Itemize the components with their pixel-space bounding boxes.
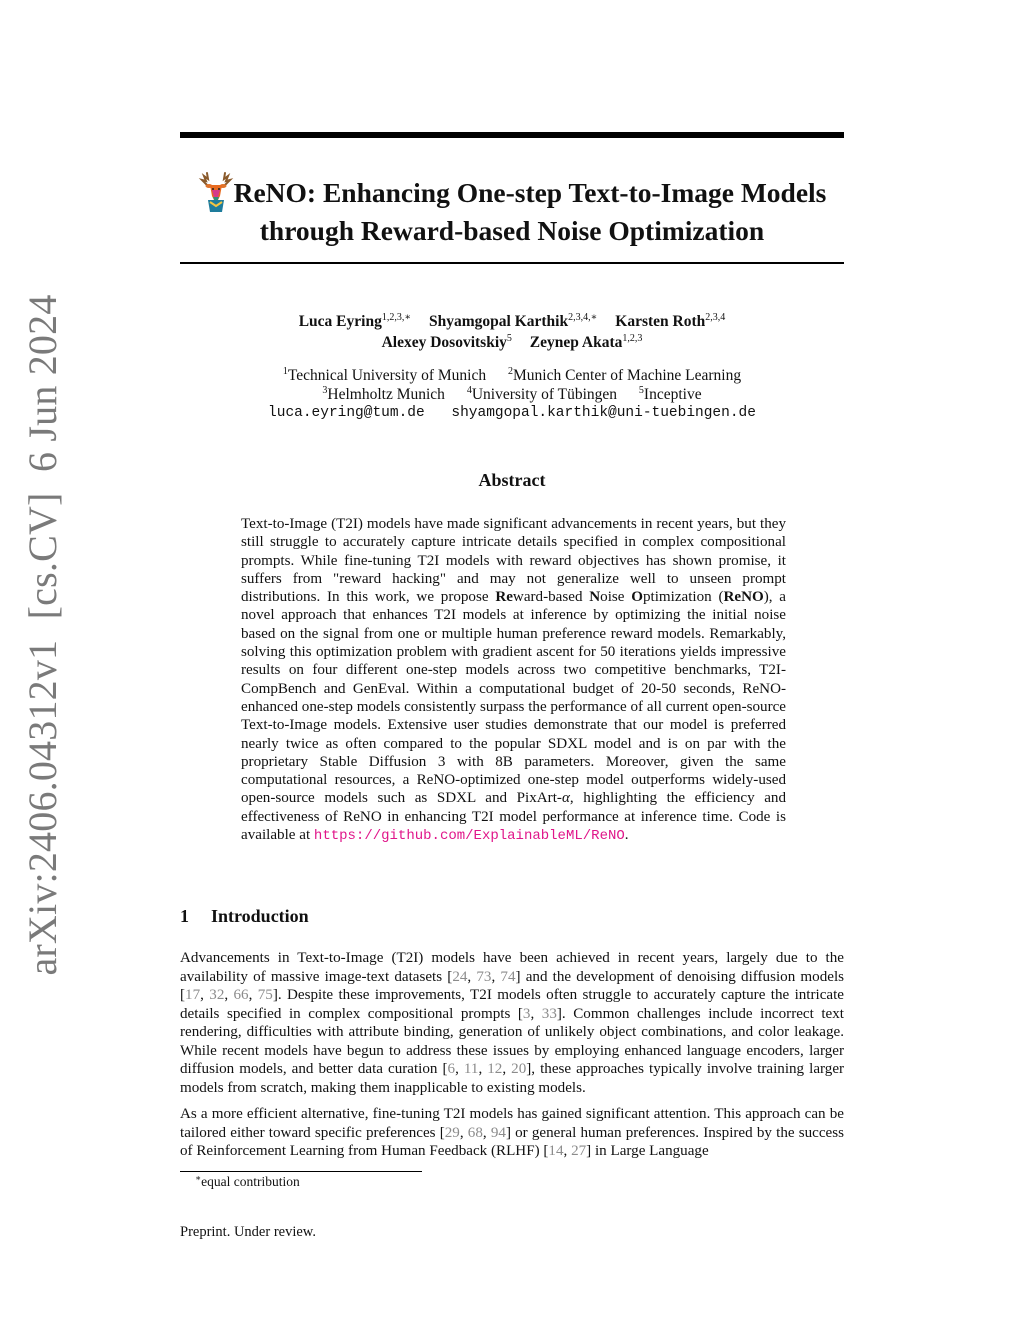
- citation-link[interactable]: 74: [500, 968, 516, 985]
- citation-link[interactable]: 3: [522, 1005, 531, 1022]
- affiliation-list: [180, 366, 844, 423]
- preprint-notice: Preprint. Under review.: [180, 1224, 316, 1240]
- paragraph-text: ,: [563, 1143, 572, 1159]
- paragraph-text: As a more efficient alternative, fine-tuning T2I models has gained significant attention. This approach can be tailored either toward specific preferences [: [180, 1106, 844, 1141]
- citation-link[interactable]: 94: [490, 1124, 506, 1141]
- citation-link[interactable]: 11: [463, 1061, 479, 1077]
- paragraph-text: ,: [491, 968, 501, 985]
- paragraph-text: ,: [459, 1124, 468, 1141]
- citation-link[interactable]: 29: [444, 1124, 460, 1141]
- affiliation: $^4$University of Tübingen: [466, 385, 618, 403]
- author: Alexey Dosovitskiy$^5$: [381, 333, 512, 351]
- deer-logo-icon: [198, 170, 234, 214]
- abstract-heading: Abstract: [478, 470, 546, 490]
- footnote-rule: [180, 1171, 422, 1172]
- affiliation: $^2$Munich Center of Machine Learning: [507, 366, 742, 384]
- intro-paragraph-1: [180, 949, 844, 1097]
- paragraph-text: ] and the development of denoising diffusion models [: [180, 968, 845, 1003]
- paragraph-text: ] or general human preferences. Inspired by the success of Reinforcement Learning from Human Feedback (RLHF) [: [180, 1124, 845, 1159]
- citation-link[interactable]: 66: [233, 987, 249, 1003]
- citation-link[interactable]: 27: [571, 1143, 587, 1159]
- section-heading-introduction: [180, 906, 309, 927]
- section-number: 1: [180, 906, 189, 926]
- citation-link[interactable]: 14: [548, 1143, 564, 1159]
- footnote: ∗equal contribution: [195, 1173, 300, 1189]
- intro-paragraph-2: [180, 1105, 844, 1161]
- paragraph-text: ,: [502, 1061, 512, 1077]
- title-line-2: through Reward-based Noise Optimization: [259, 215, 765, 246]
- author: Luca Eyring$^{1,2,3,∗}$: [298, 312, 412, 330]
- author-emails: [180, 404, 844, 423]
- email-link[interactable]: shyamgopal.karthik@uni-tuebingen.de: [451, 405, 756, 421]
- paragraph-text: ,: [530, 1005, 542, 1022]
- title-top-rule: [180, 132, 844, 138]
- citation-link[interactable]: 17: [185, 987, 201, 1003]
- paper-title: [180, 170, 844, 248]
- paragraph-text: ,: [478, 1061, 488, 1077]
- arxiv-identifier-stamp: arXiv:2406.04312v1 [cs.CV] 6 Jun 2024: [19, 294, 65, 976]
- citation-link[interactable]: 68: [467, 1124, 483, 1141]
- citation-link[interactable]: 12: [487, 1061, 503, 1077]
- paragraph-text: ]. Common challenges include incorrect text rendering, difficulties with attribute binding, generation of unlikely object combinations, and color leakage. While recent models have begun to address these issues by employing enhanced language encoders, larger diffusion models, and better data curation [: [180, 1005, 844, 1077]
- title-bottom-rule: [180, 262, 844, 264]
- paragraph-text: Advancements in Text-to-Image (T2I) models have been achieved in recent years, largely due to the availability of massive image-text datasets [: [180, 950, 844, 985]
- citation-link[interactable]: 24: [452, 968, 468, 985]
- email-link[interactable]: luca.eyring@tum.de: [268, 405, 425, 421]
- section-title: Introduction: [211, 906, 309, 926]
- citation-link[interactable]: 73: [476, 968, 492, 985]
- paragraph-text: ,: [224, 987, 234, 1003]
- citation-link[interactable]: 6: [447, 1061, 456, 1077]
- paragraph-text: ,: [455, 1061, 464, 1077]
- citation-link[interactable]: 32: [209, 987, 225, 1003]
- author: Karsten Roth$^{2,3,4}$: [615, 312, 726, 330]
- affiliation: $^1$Technical University of Munich: [282, 366, 487, 384]
- paragraph-text: ,: [482, 1124, 491, 1141]
- paragraph-text: ]. Despite these improvements, T2I models often struggle to accurately capture the intricate details specified in complex compositional prompts [: [180, 987, 845, 1022]
- author-list: [180, 311, 844, 353]
- citation-link[interactable]: 33: [541, 1005, 557, 1022]
- author: Shyamgopal Karthik$^{2,3,4,∗}$: [429, 312, 598, 330]
- paragraph-text: ,: [467, 968, 477, 985]
- author: Zeynep Akata$^{1,2,3}$: [529, 333, 643, 351]
- code-link[interactable]: https://github.com/ExplainableML/ReNO: [313, 828, 625, 845]
- abstract-body: Text-to-Image (T2I) models have made significant advancements in recent years, but they still struggle to accurately capture intricate details specified in complex compositional prompts. While fine-tuning T2I models with reward objectives has shown promise, it suffers from "reward hacking" and may not generalize well to unseen prompt distributions. In this work, we propose Reward-based Noise Optimization (ReNO), a novel approach that enhances T2I models at inference by optimizing the initial noise based on the signal from one or multiple human preference reward models. Remarkably, solving this optimization problem with gradient ascent for 50 iterations yields impressive results on four different one-step models across two competitive benchmarks, T2I-CompBench and GenEval. Within a computational budget of 20-50 seconds, ReNO-enhanced one-step models consistently surpass the performance of all current open-source Text-to-Image models. Extensive user studies demonstrate that our model is preferred nearly twice as often compared to the popular SDXL model and is on par with the proprietary Stable Diffusion 3 with 8B parameters. Moreover, given the same computational resources, a ReNO-optimized one-step model outperforms widely-used open-source models such as SDXL and PixArt-α, highlighting the efficiency and effectiveness of ReNO in enhancing T2I model performance at inference time. Code is available at https://github.com/ExplainableML/ReNO.: [241, 516, 786, 845]
- citation-link[interactable]: 75: [257, 987, 273, 1003]
- paragraph-text: ], these approaches typically involve training larger models from scratch, making them inapplicable to existing models.: [180, 1061, 845, 1096]
- paragraph-text: ] in Large Language: [586, 1143, 709, 1159]
- affiliation: $^5$Inceptive: [638, 385, 702, 403]
- title-line-1: ReNO: Enhancing One-step Text-to-Image Models: [233, 177, 827, 208]
- paragraph-text: ,: [200, 987, 210, 1003]
- citation-link[interactable]: 20: [511, 1061, 527, 1077]
- paragraph-text: ,: [248, 987, 258, 1003]
- affiliation: $^3$Helmholtz Munich: [322, 385, 445, 403]
